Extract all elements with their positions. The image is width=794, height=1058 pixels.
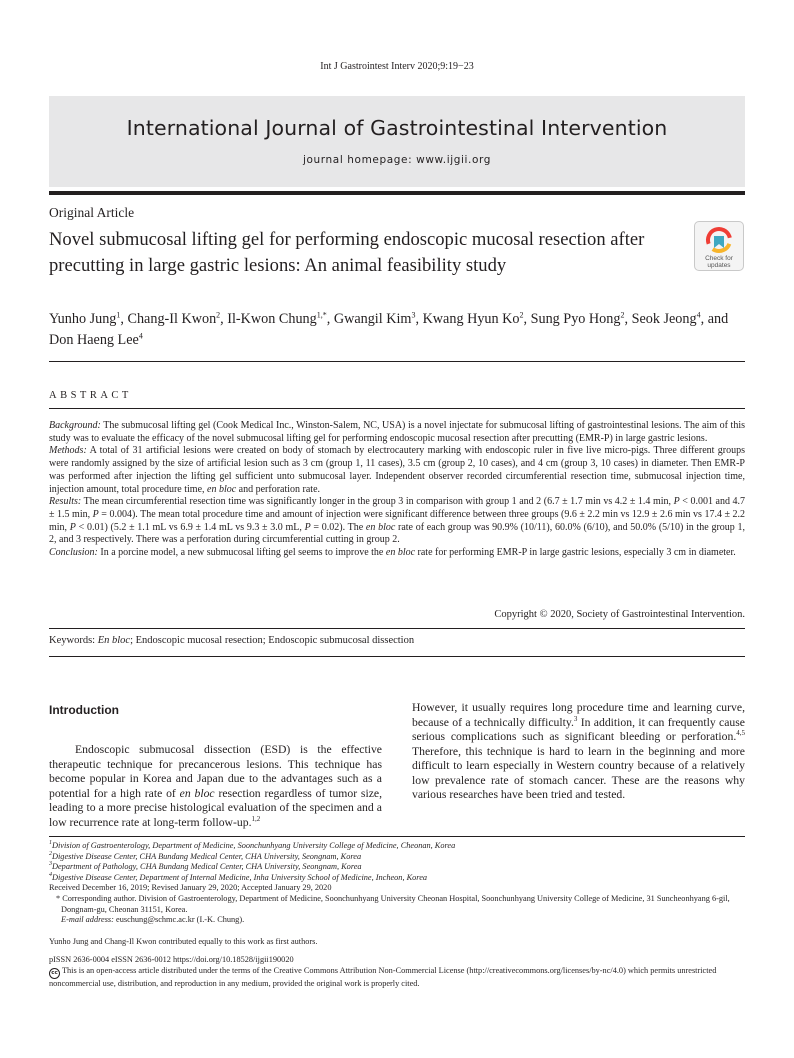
- abstract-background: Background: The submucosal lifting gel (Cook Medical Inc., Winston-Salem, NC, USA) is a novel injectate for submucosal lifting of gastrointestinal lesions. The aim of this study was to evaluate the efficacy of the novel submucosal lifting gel for performing endoscopic mucosal resection after precutting (EMR-P) in large gastric lesions.: [49, 420, 745, 444]
- check-for-updates-label: Check for updates: [705, 255, 733, 269]
- author: Kwang Hyun Ko: [422, 311, 520, 327]
- affiliation: $^4$Digestive Disease Center, Department of Internal Medicine, Inha University School of Medicine, Incheon, Korea: [49, 872, 428, 882]
- intro-paragraph-right: However, it usually requires long procedure time and learning curve, because of a technically difficulty.$^3$ In addition, it can frequently cause serious complications such as significant bleeding or perforation.$^{4,5}$ Therefore, this technique is hard to learn in the beginning and more difficult to learn especially in Western country because of a relatively low prevalence rate of stomach cancer. These are the reasons why various researches have been tried and tested.: [412, 701, 745, 801]
- author: Il-Kwon Chung: [227, 311, 317, 327]
- journal-banner: [49, 96, 745, 187]
- affiliation: $^3$Department of Pathology, CHA Bundang Medical Center, CHA University, Seongnam, Korea: [49, 861, 362, 872]
- article-title: Novel submucosal lifting gel for performing endoscopic mucosal resection after precutting in large gastric lesions: An animal feasibility study: [49, 229, 645, 276]
- footnotes: [49, 841, 745, 990]
- license: cc This is an open-access article distributed under the terms of the Creative Commons Attribution Non-Commercial License (http://creativecommons.org/licenses/by-nc/4.0) which permits unrestricted noncommercial use, distribution, and reproduction in any medium, provided the original work is properly cited.: [49, 965, 717, 988]
- crossmark-icon: [695, 224, 743, 258]
- abstract-label: ABSTRACT: [49, 390, 132, 401]
- divider: [49, 361, 745, 362]
- divider: [49, 408, 745, 409]
- divider: [49, 656, 745, 657]
- author: Seok Jeong: [631, 311, 697, 327]
- copyright-notice: Copyright © 2020, Society of Gastrointestinal Intervention.: [494, 609, 745, 620]
- footnote-divider: [49, 836, 745, 837]
- author: Don Haeng Lee: [49, 332, 139, 348]
- issn-doi: pISSN 2636-0004 eISSN 2636-0012 https://doi.org/10.18528/ijgii190020: [49, 955, 294, 965]
- author: Sung Pyo Hong: [530, 311, 621, 327]
- journal-title: International Journal of Gastrointestinal Intervention: [126, 116, 668, 140]
- author: Yunho Jung: [49, 311, 117, 327]
- article-type: Original Article: [49, 205, 135, 220]
- equal-contribution: Yunho Jung and Chang-Il Kwon contributed equally to this work as first authors.: [49, 936, 318, 946]
- keywords: Keywords: En bloc; Endoscopic mucosal resection; Endoscopic submucosal dissection: [49, 635, 415, 646]
- abstract-body: [49, 420, 745, 560]
- author: Chang-Il Kwon: [127, 311, 217, 327]
- creative-commons-icon: cc: [49, 968, 60, 979]
- email-link[interactable]: euschung@schmc.ac.kr (I.-K. Chung).: [116, 915, 245, 925]
- abstract-conclusion: Conclusion: In a porcine model, a new submucosal lifting gel seems to improve the en bloc rate for performing EMR-P in large gastric lesions, especially 3 cm in diameter.: [49, 547, 736, 559]
- header-divider: [49, 191, 745, 195]
- divider: [49, 628, 745, 629]
- author: Gwangil Kim: [333, 311, 412, 327]
- affiliation: $^1$Division of Gastroenterology, Department of Medicine, Soonchunhyang University College of Medicine, Cheonan, Korea: [49, 840, 456, 850]
- introduction-heading: Introduction: [49, 703, 119, 717]
- received-dates: Received December 16, 2019; Revised January 29, 2020; Accepted January 29, 2020: [49, 883, 332, 893]
- corresponding-author: * Corresponding author. Division of Gastroenterology, Department of Medicine, Soonchunhyang University Cheonan Hospital, Soonchunhyang University College of Medicine, 31 Suncheonhyang 6-gil, Dongnam-gu, Cheonan 31151, Korea.: [56, 893, 730, 914]
- author-list: Yunho Jung$^1$, Chang-Il Kwon$^2$, Il-Kwon Chung$^{1,*}$, Gwangil Kim$^3$, Kwang Hyun Ko$^2$, Sung Pyo Hong$^2$, Seok Jeong$^4$, and Don Haeng Lee$^4$: [49, 310, 729, 348]
- journal-homepage: journal homepage: www.ijgii.org: [303, 154, 491, 166]
- journal-citation: Int J Gastrointest Interv 2020;9:19−23: [320, 61, 474, 72]
- abstract-results: Results: The mean circumferential resection time was significantly longer in the group 3 in comparison with group 1 and 2 (6.7 ± 1.7 min vs 4.2 ± 1.4 min, P < 0.001 and 4.7 ± 1.5 min, P = 0.004). The mean total procedure time and amount of injection were significant difference between three groups (9.6 ± 2.2 min vs 12.9 ± 2.6 min vs 17.4 ± 2.2 min, P < 0.01) (5.2 ± 1.1 mL vs 6.9 ± 1.4 mL vs 9.3 ± 3.0 mL, P = 0.02). The en bloc rate of each group was 90.9% (10/11), 60.0% (6/10), and 50.0% (5/10) in the group 1, 2, and 3 respectively. There was a perforation during circumferential cutting in group 2.: [49, 496, 746, 546]
- abstract-methods: Methods: A total of 31 artificial lesions were created on body of stomach by electrocautery marking with endoscopic ruler in five live micro-pigs. Three different groups were randomly assigned by the size of artificial lesion such as 3 cm (group 1, 11 cases), 3.5 cm (group 2, 10 cases), and 4 cm (group 3, 10 cases) in diameter. Then EMR-P was performed after injection the lifting gel sufficient unto submucosal layer. Independent observer recorded circumferential resection time, submucosal injection time, injection amount, total procedure time, en bloc and perforation rate.: [49, 445, 745, 495]
- affiliation: $^2$Digestive Disease Center, CHA Bundang Medical Center, CHA University, Seongnam, Korea: [49, 850, 362, 861]
- email-line: E-mail address: euschung@schmc.ac.kr (I.-K. Chung).: [61, 915, 245, 925]
- intro-paragraph-left: Endoscopic submucosal dissection (ESD) is the effective therapeutic technique for precancerous lesions. This technique has become popular in Korea and Japan due to the advantages such as a potential for a high rate of en bloc resection regardless of tumor size, leading to a more precise histological evaluation of the specimen and a low recurrence rate at long-term follow-up.$^{1,2}$: [49, 743, 383, 829]
